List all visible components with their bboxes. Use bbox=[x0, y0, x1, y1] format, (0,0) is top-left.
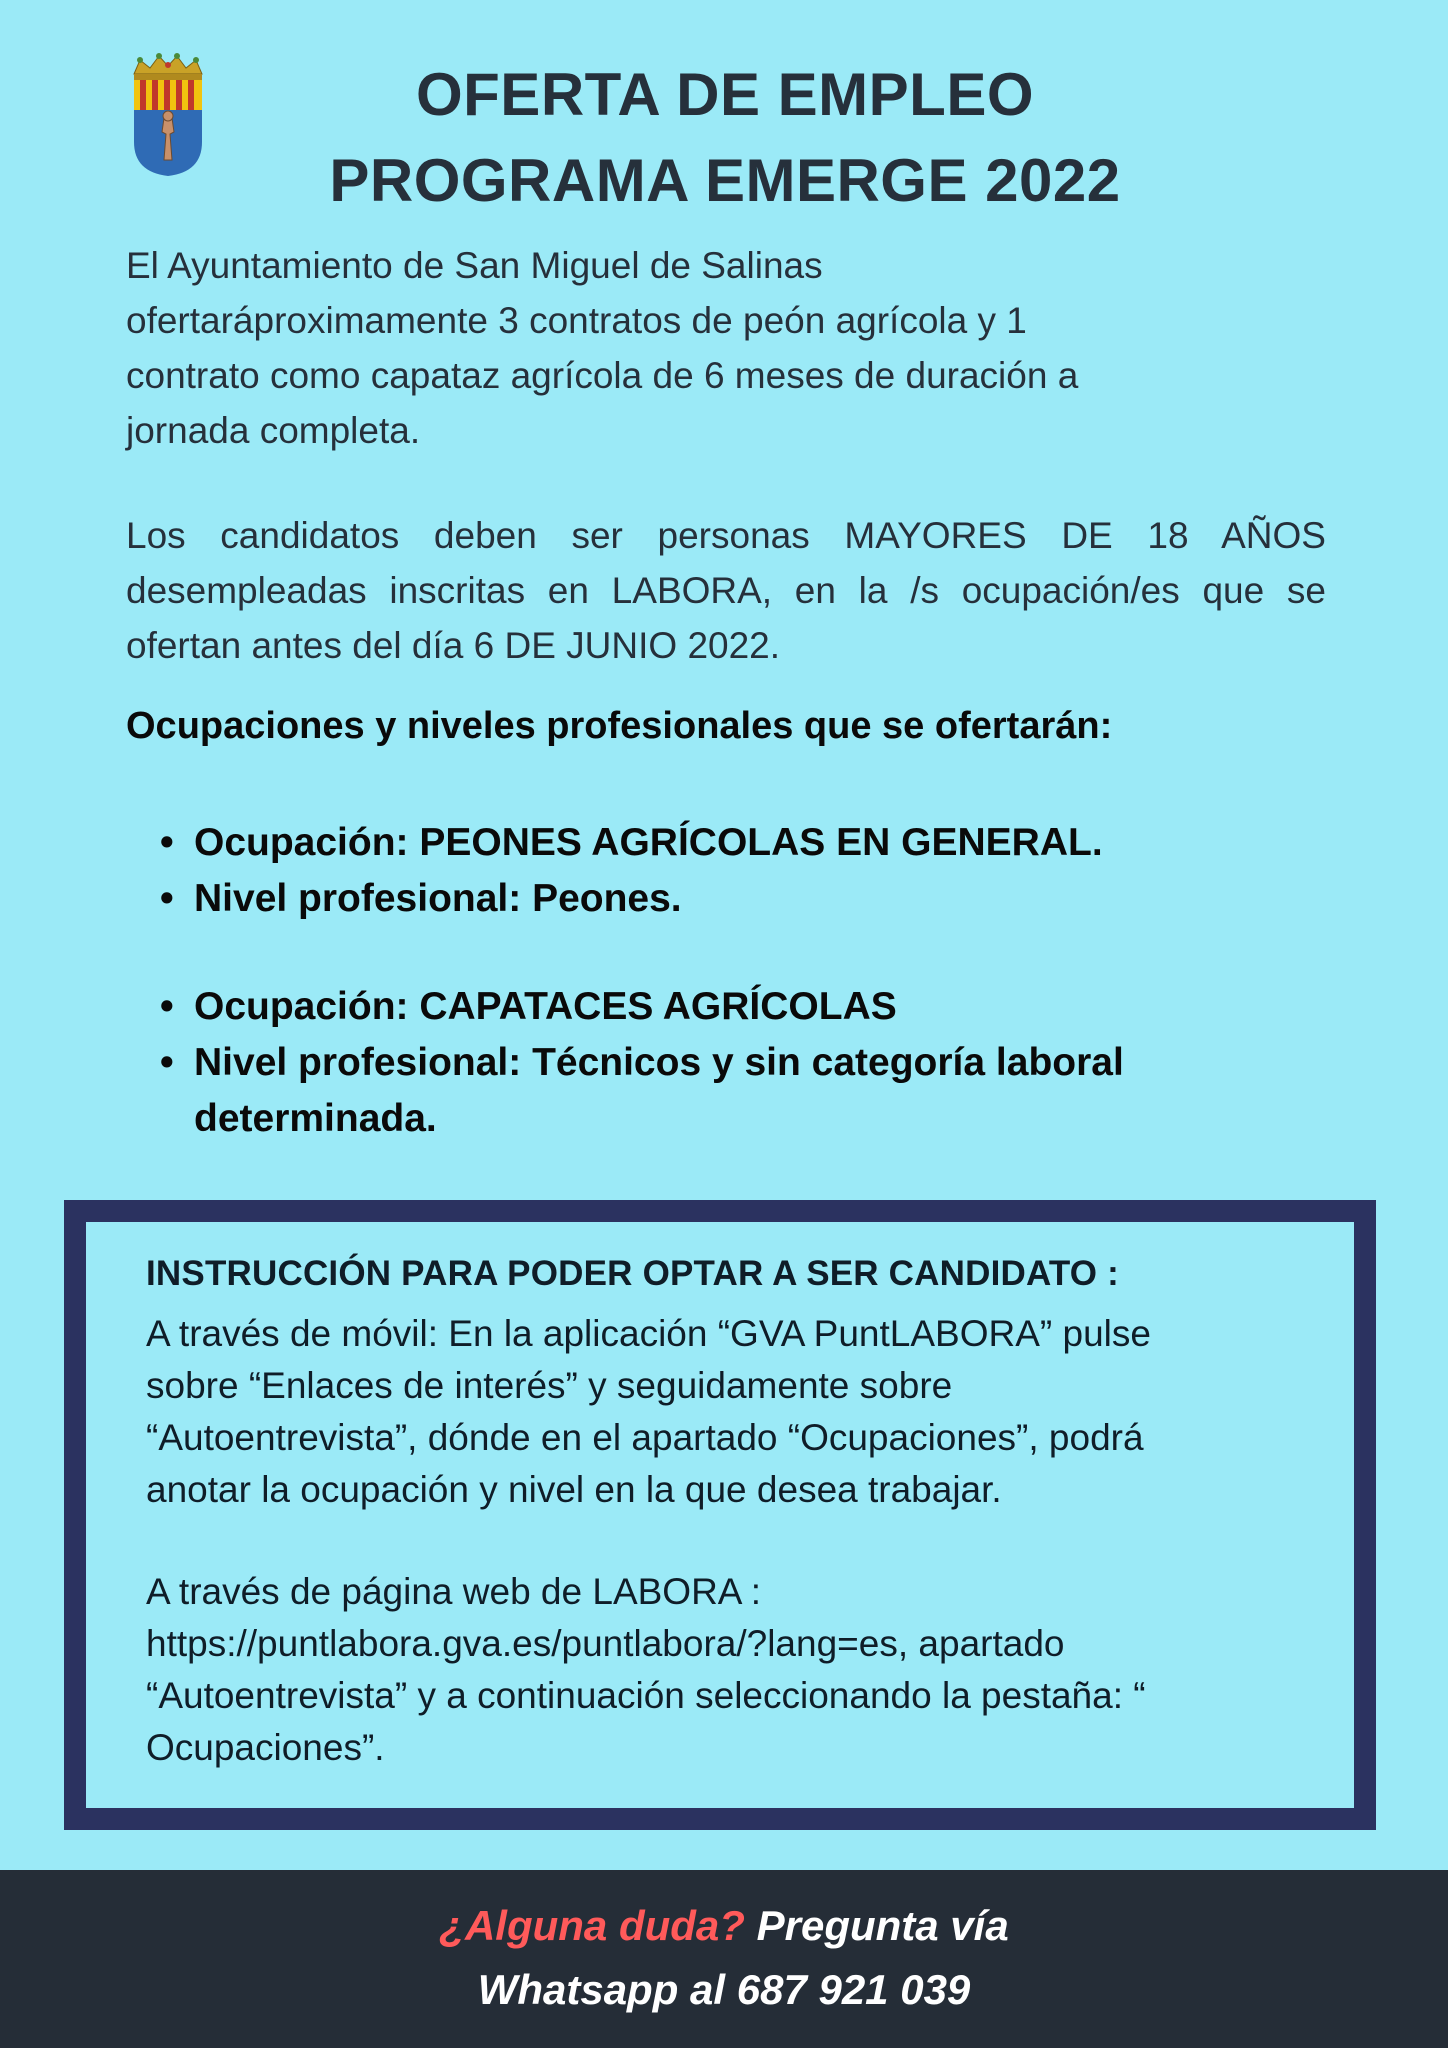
instructions-box bbox=[64, 1200, 1376, 1830]
footer-ask: Pregunta vía bbox=[744, 1902, 1009, 1949]
title-line-2: PROGRAMA EMERGE 2022 bbox=[329, 147, 1121, 214]
list-item: • Nivel profesional: Técnicos y sin categoría laboral determinada. bbox=[126, 1035, 1326, 1147]
instructions-line: A través de móvil: En la aplicación “GVA PuntLABORA” pulse bbox=[146, 1313, 1151, 1354]
occupations-list bbox=[126, 815, 1326, 1147]
coat-of-arms-icon bbox=[128, 52, 208, 178]
instructions-line: “Autoentrevista”, dónde en el apartado “Ocupaciones”, podrá bbox=[146, 1417, 1144, 1458]
intro-section bbox=[126, 238, 1326, 673]
intro-line: jornada completa. bbox=[126, 410, 421, 451]
instructions-line: “Autoentrevista” y a continuación seleccionando la pestaña: “ bbox=[146, 1675, 1146, 1716]
instructions-url-line: https://puntlabora.gva.es/puntlabora/?lang=es, apartado bbox=[146, 1623, 1065, 1664]
list-item: • Nivel profesional: Peones. bbox=[126, 871, 1326, 927]
instructions-line: sobre “Enlaces de interés” y seguidamente sobre bbox=[146, 1365, 953, 1406]
title-line-1: OFERTA DE EMPLEO bbox=[415, 61, 1035, 128]
intro-line: contrato como capataz agrícola de 6 meses de duración a bbox=[126, 355, 1079, 396]
intro-paragraph-2: Los candidatos deben ser personas MAYORES DE 18 AÑOS desempleadas inscritas en LABORA, en la /s ocupación/es que se ofertan antes del día 6 DE JUNIO 2022. bbox=[126, 515, 1326, 666]
instructions-web bbox=[146, 1566, 1326, 1774]
instructions-content bbox=[146, 1244, 1326, 1774]
footer-banner bbox=[0, 1870, 1448, 2048]
intro-line: ofertaráproximamente 3 contratos de peón agrícola y 1 bbox=[126, 300, 1027, 341]
instructions-line: Ocupaciones”. bbox=[146, 1727, 385, 1768]
instructions-line: A través de página web de LABORA : bbox=[146, 1571, 761, 1612]
instructions-mobile bbox=[146, 1308, 1326, 1516]
list-item: • Ocupación: PEONES AGRÍCOLAS EN GENERAL. bbox=[126, 815, 1326, 871]
list-item: • Ocupación: CAPATACES AGRÍCOLAS bbox=[126, 979, 1326, 1035]
footer-question: ¿Alguna duda? bbox=[439, 1902, 745, 1949]
occupations-heading: Ocupaciones y niveles profesionales que se ofertarán: bbox=[126, 705, 1113, 747]
instructions-box-inner bbox=[86, 1222, 1354, 1808]
page-title bbox=[250, 52, 1200, 224]
intro-line: El Ayuntamiento de San Miguel de Salinas bbox=[126, 245, 823, 286]
footer-line-1 bbox=[0, 1894, 1448, 1958]
footer-whatsapp: Whatsapp al 687 921 039 bbox=[477, 1966, 971, 2013]
intro-paragraph-1 bbox=[126, 238, 1326, 458]
instructions-line: anotar la ocupación y nivel en la que desea trabajar. bbox=[146, 1469, 1002, 1510]
instructions-title: INSTRUCCIÓN PARA PODER OPTAR A SER CANDIDATO : bbox=[146, 1254, 1120, 1293]
